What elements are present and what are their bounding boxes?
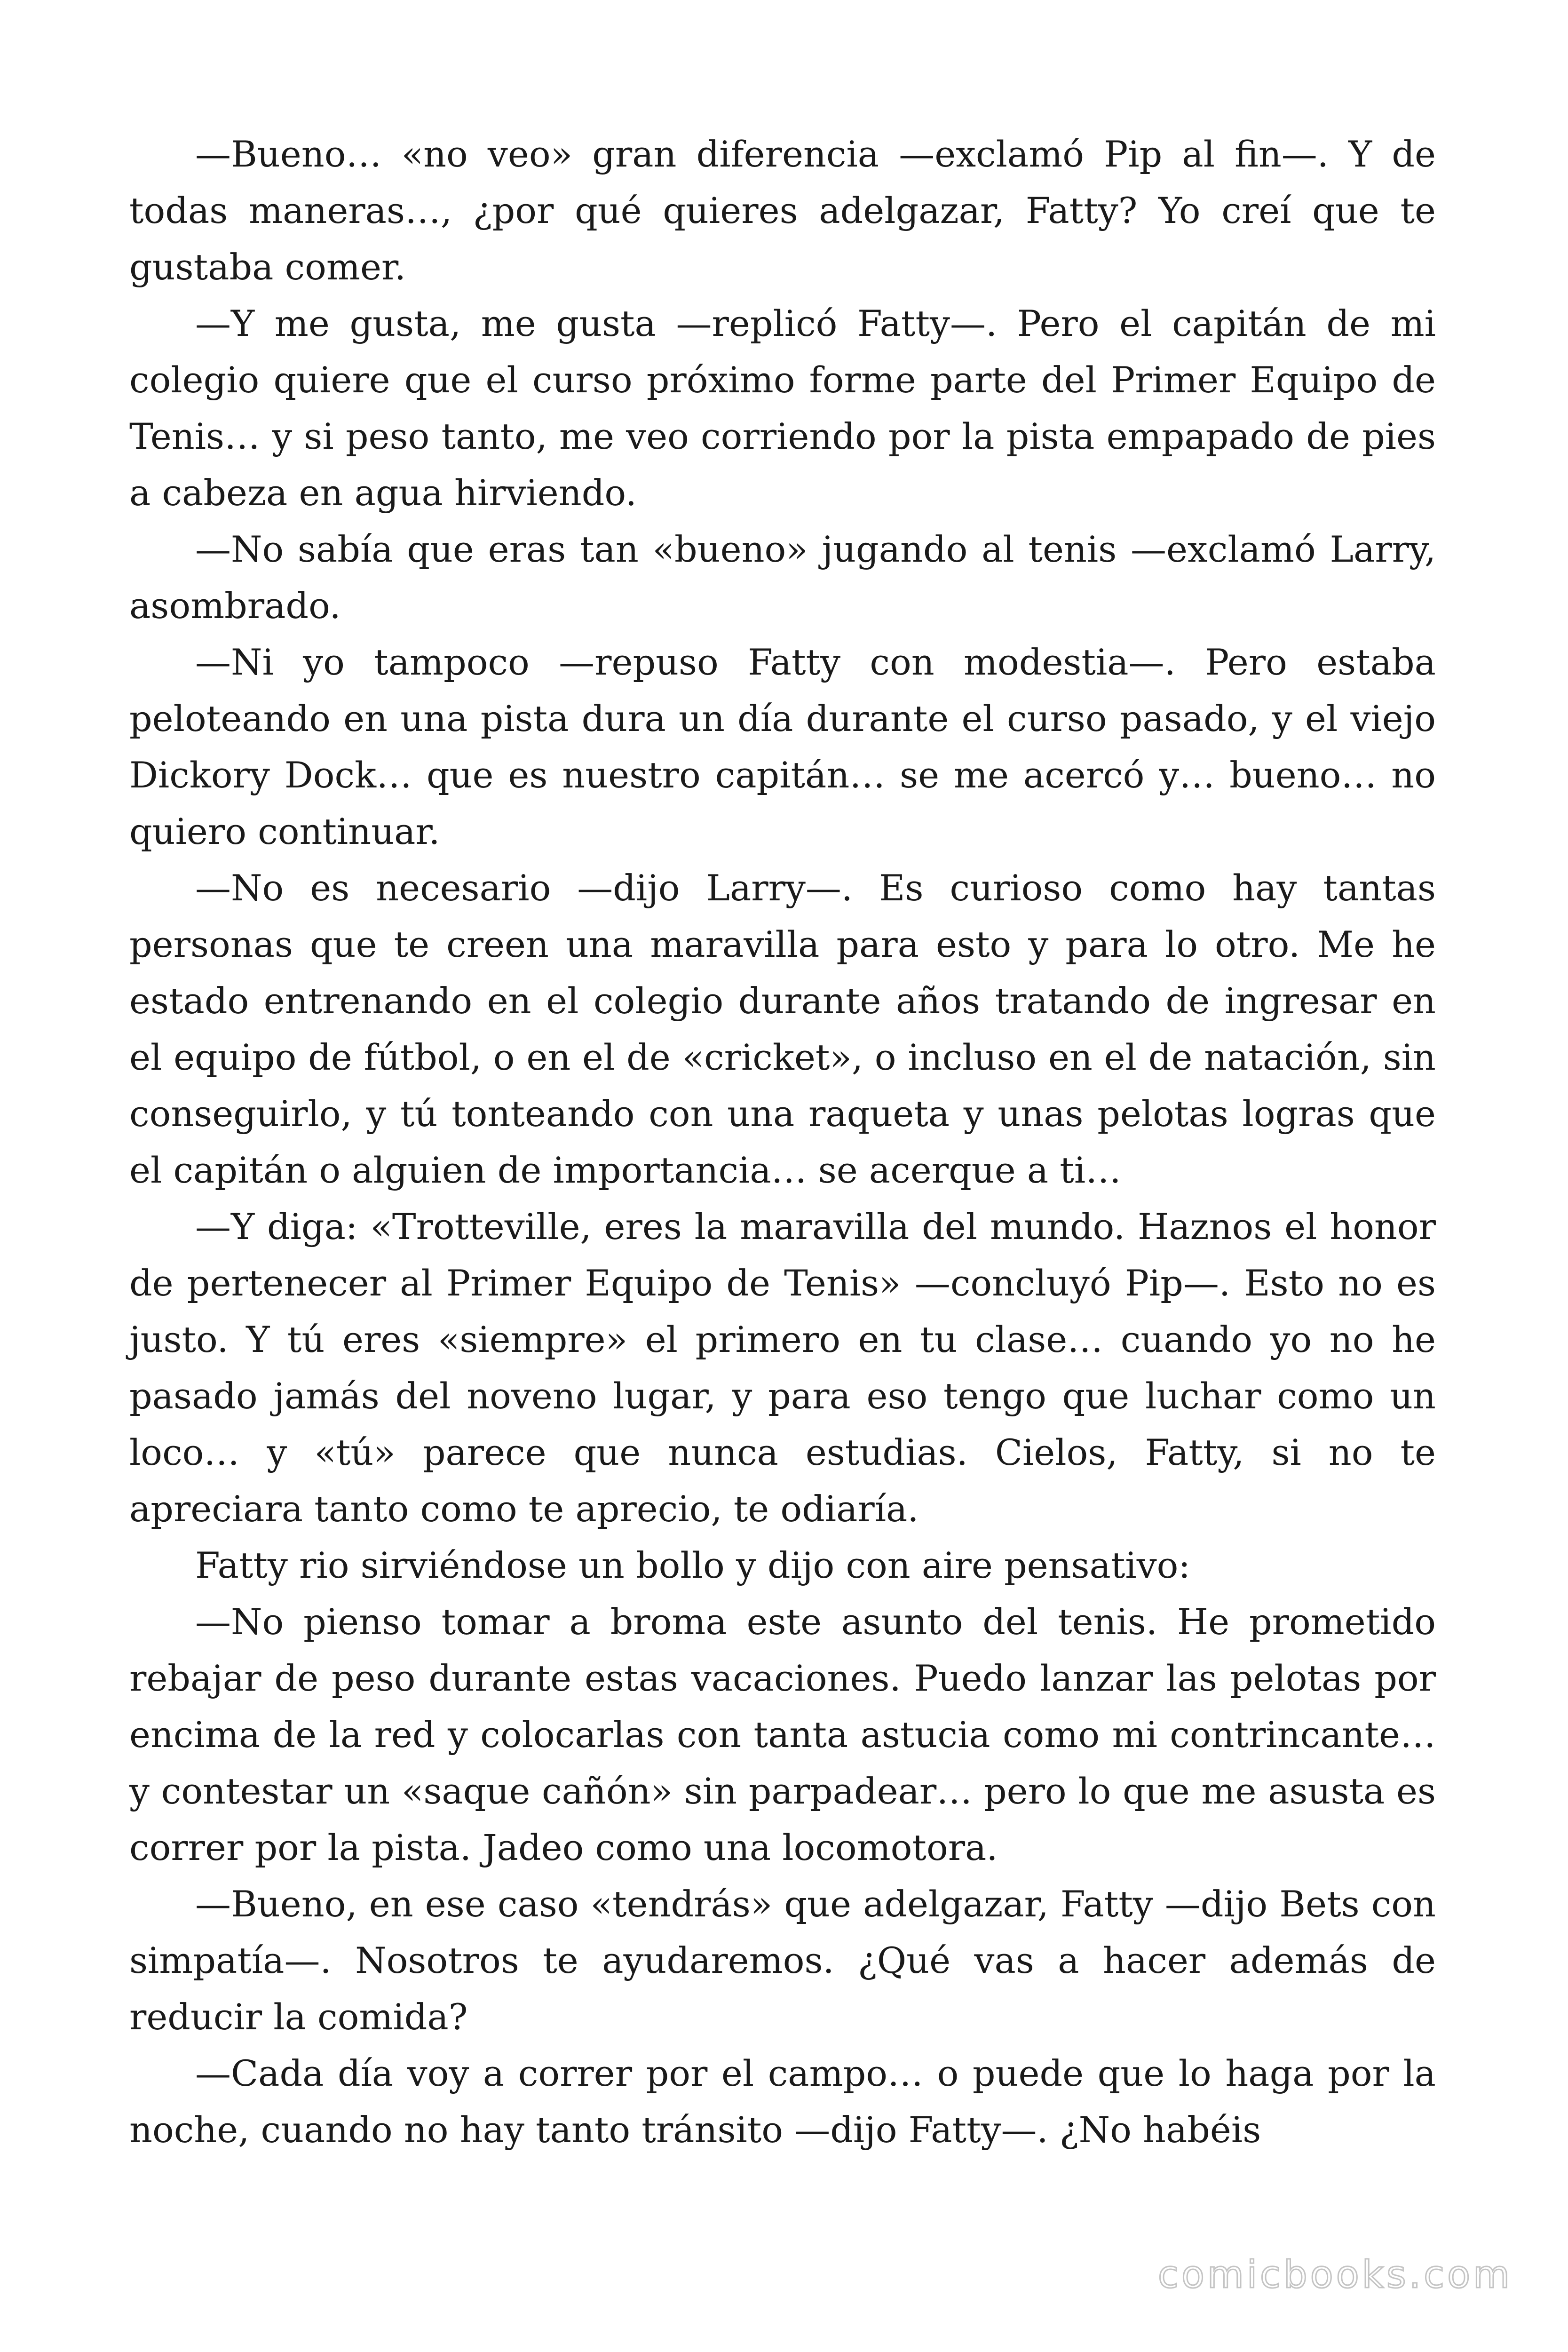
paragraph-6: —Y diga: «Trotteville, eres la maravilla del mundo. Haznos el honor de pertenecer al Primer Equipo de Tenis» —concluyó Pip—. Esto no es justo. Y tú eres «siempre» el primero en tu clase… cuando yo no he pasado jamás del noveno lugar, y para eso tengo que luchar como un loco… y «tú» parece que nunca estudias. Cielos, Fatty, si no te apreciara tanto como te aprecio, te odiaría. bbox=[129, 1206, 1436, 1530]
paragraph-2: —Y me gusta, me gusta —replicó Fatty—. Pero el capitán de mi colegio quiere que el curso próximo forme parte del Primer Equipo de Tenis… y si peso tanto, me veo corriendo por la pista empapado de pies a cabeza en agua hirviendo. bbox=[129, 302, 1436, 514]
paragraph-9: —Bueno, en ese caso «tendrás» que adelgazar, Fatty —dijo Bets con simpatía—. Nosotros te ayudaremos. ¿Qué vas a hacer además de reducir la comida? bbox=[129, 1883, 1436, 2038]
paragraph-1: —Bueno… «no veo» gran diferencia —exclamó Pip al fin—. Y de todas maneras…, ¿por qué quieres adelgazar, Fatty? Yo creí que te gustaba comer. bbox=[129, 133, 1436, 288]
paragraph-5: —No es necesario —dijo Larry—. Es curioso como hay tantas personas que te creen una maravilla para esto y para lo otro. Me he estado entrenando en el colegio durante años tratando de ingresar en el equipo de fútbol, o en el de «cricket», o incluso en el de natación, sin conseguirlo, y tú tonteando con una raqueta y unas pelotas logras que el capitán o alguien de importancia… se acerque a ti… bbox=[129, 867, 1436, 1191]
paragraph-3: —No sabía que eras tan «bueno» jugando al tenis —exclamó Larry, asombrado. bbox=[129, 528, 1436, 627]
paragraph-7: Fatty rio sirviéndose un bollo y dijo con aire pensativo: bbox=[195, 1544, 1191, 1586]
paragraph-4: —Ni yo tampoco —repuso Fatty con modestia—. Pero estaba peloteando en una pista dura un día durante el curso pasado, y el viejo Dickory Dock… que es nuestro capitán… se me acercó y… bueno… no quiero continuar. bbox=[129, 641, 1436, 852]
paragraph-8: —No pienso tomar a broma este asunto del tenis. He prometido rebajar de peso durante estas vacaciones. Puedo lanzar las pelotas por encima de la red y colocarlas con tanta astucia como mi contrincante… y contestar un «saque cañón» sin parpadear… pero lo que me asusta es correr por la pista. Jadeo como una locomotora. bbox=[129, 1601, 1436, 1868]
watermark: comicbooks.com bbox=[1157, 2253, 1513, 2296]
body-text bbox=[129, 126, 1436, 2158]
paragraph-10: —Cada día voy a correr por el campo… o puede que lo haga por la noche, cuando no hay tanto tránsito —dijo Fatty—. ¿No habéis bbox=[129, 2052, 1436, 2151]
